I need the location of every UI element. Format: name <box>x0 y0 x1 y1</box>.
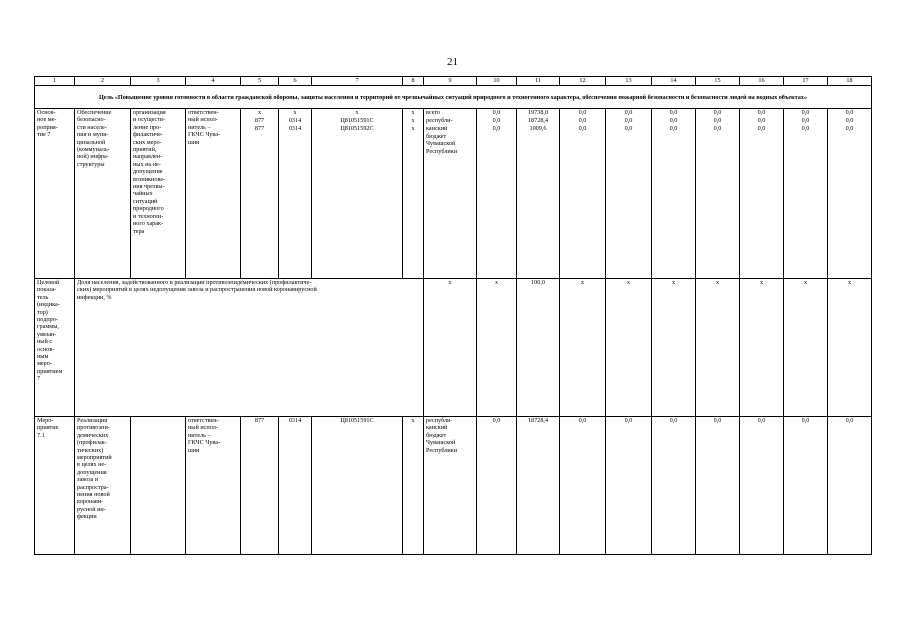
value-cell: x <box>652 279 696 417</box>
value-cell: x <box>477 279 517 417</box>
col-header: 6 <box>279 77 312 86</box>
value-cell: 0,0 <box>784 417 828 555</box>
grbs-cell: 877 <box>241 417 279 555</box>
goal-text: Цель «Повышение уровня готовности в области гражданской обороны, защиты населения и территорий от чрезвычайных ситуаций природного и техногенного характера, обеспечения пожарной безопасности и безопасности людей на водных объектах» <box>35 86 872 109</box>
row-executor-cell: ответствен- ный испол- нитель – ГКЧС Чува- шии <box>186 417 241 555</box>
row-type-cell: Меро- приятие 7.1 <box>35 417 75 555</box>
col-header: 15 <box>696 77 740 86</box>
section-cell: 0314 <box>279 417 312 555</box>
column-number-row <box>35 77 872 86</box>
col-header: 7 <box>312 77 403 86</box>
value-cell: x <box>606 279 652 417</box>
col-header: 18 <box>828 77 872 86</box>
col-header: 11 <box>517 77 560 86</box>
value-cell: x <box>784 279 828 417</box>
funding-source-cell: республи- канский бюджет Чувашской Республики <box>424 417 477 555</box>
grbs-cell: x 877 877 <box>241 109 279 279</box>
value-cell: x <box>424 279 477 417</box>
target-article-cell: Ц81051591С <box>312 417 403 555</box>
value-cell: 0,0 0,0 0,0 <box>696 109 740 279</box>
value-cell: x <box>696 279 740 417</box>
target-article-cell: x Ц81051591С Ц81051592С <box>312 109 403 279</box>
value-cell: 0,0 0,0 0,0 <box>652 109 696 279</box>
row-executor-cell: ответствен- ный испол- нитель – ГКЧС Чува- шии <box>186 109 241 279</box>
col-header: 8 <box>403 77 424 86</box>
table-row <box>35 417 872 555</box>
row-task-cell <box>131 417 186 555</box>
funding-source-cell: всего республи- канский бюджет Чувашской Республики <box>424 109 477 279</box>
col-header: 16 <box>740 77 784 86</box>
col-header: 12 <box>560 77 606 86</box>
value-cell: x <box>828 279 872 417</box>
col-header: 1 <box>35 77 75 86</box>
value-cell: 0,0 0,0 0,0 <box>606 109 652 279</box>
col-header: 10 <box>477 77 517 86</box>
col-header: 9 <box>424 77 477 86</box>
value-cell: x <box>740 279 784 417</box>
value-cell: x <box>560 279 606 417</box>
value-cell: 0,0 <box>606 417 652 555</box>
value-cell: 0,0 <box>828 417 872 555</box>
value-cell: 0,0 0,0 0,0 <box>784 109 828 279</box>
value-cell: 0,0 <box>477 417 517 555</box>
indicator-label-cell: Целевой показа- тель (индика- тор) подпро- граммы, увязан- ный с основ- ным меро- приятием 7 <box>35 279 75 417</box>
expense-type-cell: x x x <box>403 109 424 279</box>
value-cell: 19738,0 18728,4 1009,6 <box>517 109 560 279</box>
table-row <box>35 279 872 417</box>
value-cell: 0,0 <box>696 417 740 555</box>
value-cell: 0,0 0,0 0,0 <box>828 109 872 279</box>
section-cell: x 0314 0314 <box>279 109 312 279</box>
goal-row <box>35 86 872 109</box>
expense-type-cell: x <box>403 417 424 555</box>
value-cell: 0,0 0,0 0,0 <box>560 109 606 279</box>
value-cell: 0,0 <box>740 417 784 555</box>
col-header: 2 <box>75 77 131 86</box>
value-cell: 0,0 0,0 0,0 <box>477 109 517 279</box>
col-header: 13 <box>606 77 652 86</box>
value-cell: 0,0 <box>560 417 606 555</box>
col-header: 17 <box>784 77 828 86</box>
program-table <box>34 76 872 555</box>
value-cell: 18728,4 <box>517 417 560 555</box>
value-cell: 100,0 <box>517 279 560 417</box>
col-header: 5 <box>241 77 279 86</box>
row-title-cell: Реализация противоэпи- демических (профилак- тических) мероприятий в целях не- допущения завоза и распростра- нения новой коронави- русной ин- фекции <box>75 417 131 555</box>
row-task-cell: организация и осуществ- ление про- филактиче- ских меро- приятий, направлен- ных на не- допущение возникнове- ния чрезвы- чайных ситуаций природного и техноген- ного харак- тера <box>131 109 186 279</box>
value-cell: 0,0 <box>652 417 696 555</box>
col-header: 4 <box>186 77 241 86</box>
col-header: 3 <box>131 77 186 86</box>
row-type-cell: Основ- ное ме- роприя- тие 7 <box>35 109 75 279</box>
row-title-cell: Обеспечение безопасно- сти населе- ния и муни- ципальной (коммуналь- ной) инфра- структуры <box>75 109 131 279</box>
table-row <box>35 109 872 279</box>
value-cell: 0,0 0,0 0,0 <box>740 109 784 279</box>
col-header: 14 <box>652 77 696 86</box>
indicator-description-cell: Доля населения, задействованного в реализации противоэпидемических (профилактиче- ских) мероприятий в целях недопущения завоза и распространения новой коронавирусной инфекции, % <box>75 279 424 417</box>
page-number: 21 <box>447 56 458 68</box>
